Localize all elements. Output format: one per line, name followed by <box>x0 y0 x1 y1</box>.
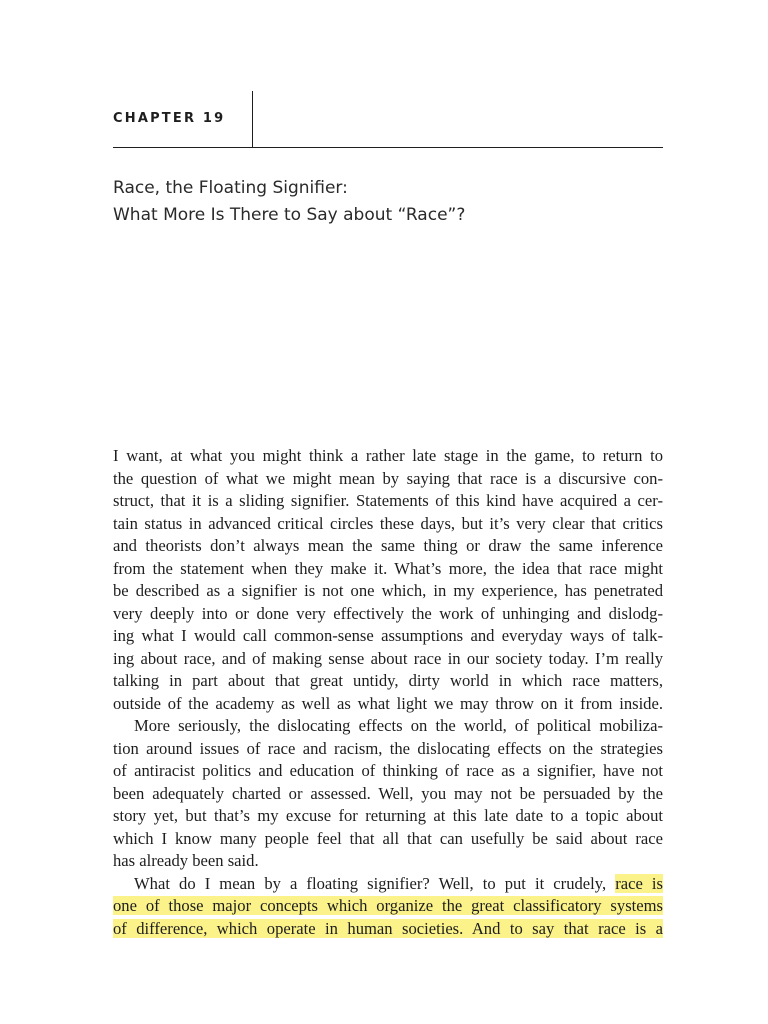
text-line: outside of the academy as well as what light we may throw on it from inside. <box>113 693 663 713</box>
paragraph-1 <box>113 445 663 715</box>
chapter-title-line-2: What More Is There to Say about “Race”? <box>113 205 466 225</box>
text-line: been adequately charted or assessed. Well, you may not be persuaded by the <box>113 783 663 803</box>
text-line: story yet, but that’s my excuse for returning at this late date to a topic about <box>113 806 663 825</box>
text-line: and theorists don’t always mean the same thing or draw the same inference <box>113 536 663 555</box>
text-line <box>113 895 663 918</box>
text-line: tain status in advanced critical circles these days, but it’s very clear that critics <box>113 513 663 533</box>
text-line: I want, at what you might think a rather late stage in the game, to return to <box>113 446 663 465</box>
text-line: very deeply into or done very effectively the work of unhinging and dislodg- <box>113 603 663 623</box>
chapter-title-line-1: Race, the Floating Signifier: <box>113 178 348 198</box>
text-segment: What do I mean by a floating signifier? Well, to put it crudely, <box>134 873 607 893</box>
text-line: tion around issues of race and racism, the dislocating effects on the strategies <box>113 738 663 758</box>
text-line: ing what I would call common-sense assumptions and everyday ways of talk- <box>113 626 663 645</box>
text-line: the question of what we might mean by saying that race is a discursive con- <box>113 468 663 488</box>
highlighted-text: of difference, which operate in human societies. And to say that race is a <box>113 918 663 938</box>
text-line: talking in part about that great untidy, dirty world in which race matters, <box>113 671 663 690</box>
chapter-title <box>113 175 465 229</box>
highlighted-text: one of those major concepts which organize the great classificatory systems <box>113 896 663 915</box>
paragraph-3 <box>113 873 663 941</box>
chapter-horizontal-rule <box>113 147 663 148</box>
text-line <box>113 918 663 941</box>
text-line: from the statement when they make it. What’s more, the idea that race might <box>113 558 663 578</box>
highlighted-text: race is <box>615 873 664 893</box>
chapter-vertical-rule <box>252 91 253 148</box>
text-line: of antiracist politics and education of thinking of race as a signifier, have not <box>113 761 663 780</box>
text-line: ing about race, and of making sense about race in our society today. I’m really <box>113 648 663 668</box>
text-line: has already been said. <box>113 851 259 870</box>
text-line <box>113 873 663 896</box>
text-line: More seriously, the dislocating effects on the world, of political mobiliza- <box>134 716 663 735</box>
text-line: be described as a signifier is not one which, in my experience, has penetrated <box>113 581 663 600</box>
body-text <box>113 445 663 940</box>
chapter-label: CHAPTER 19 <box>113 111 226 126</box>
paragraph-2 <box>113 715 663 873</box>
text-line: struct, that it is a sliding signifier. Statements of this kind have acquired a cer- <box>113 491 663 510</box>
text-line: which I know many people feel that all that can usefully be said about race <box>113 828 663 848</box>
